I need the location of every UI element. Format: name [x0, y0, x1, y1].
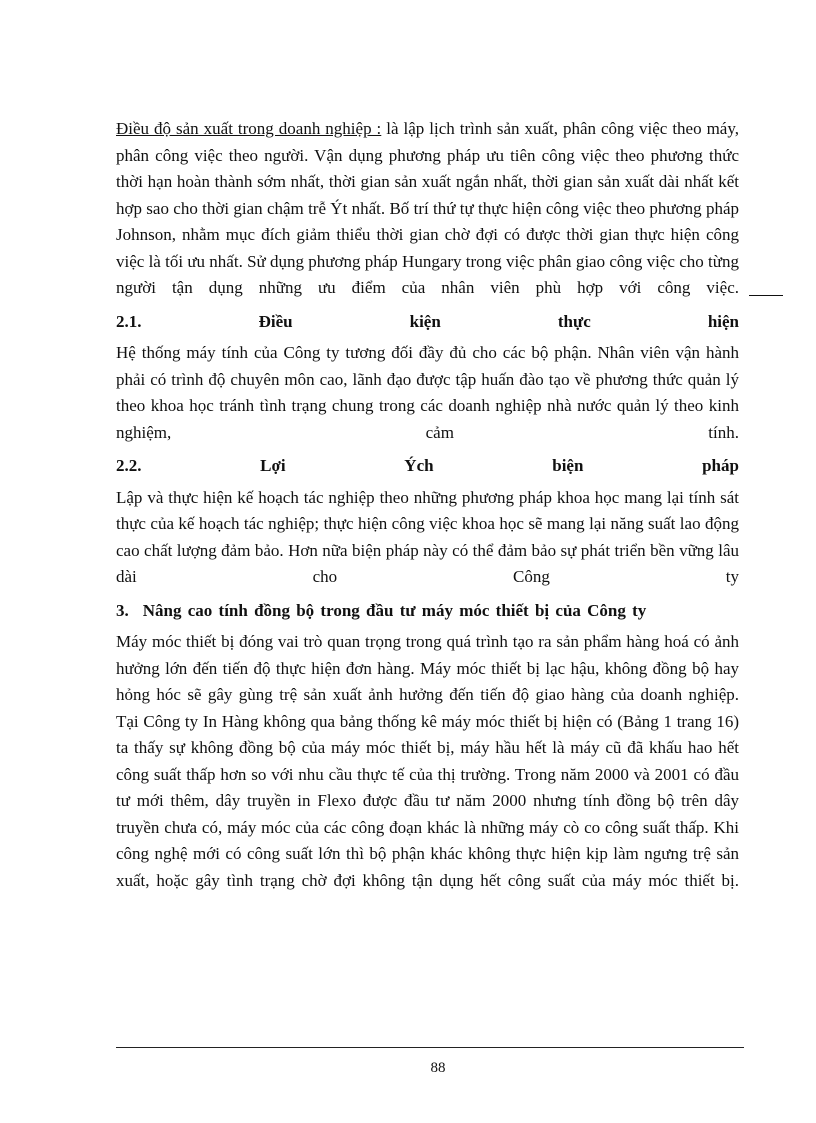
heading-2-1-word-1: Điều: [258, 311, 293, 331]
heading-2-2: [116, 453, 739, 480]
heading-2-1-word-4: hiện: [707, 311, 739, 331]
heading-2-2-number: 2.2.: [116, 456, 142, 475]
footer-rule: [116, 1047, 744, 1048]
page-content: [116, 116, 739, 894]
heading-3-number: 3.: [116, 600, 129, 620]
heading-2-1-word-2: kiện: [409, 311, 441, 331]
heading-2-2-word-1: Lợi: [260, 456, 286, 475]
heading-3-text: Nâng cao tính đồng bộ trong đầu tư máy móc thiết bị của Công ty: [142, 600, 647, 620]
paragraph-equipment-status: Tại Công ty In Hàng không qua bảng thống kê máy móc thiết bị hiện có (Bảng 1 trang 16) ta thấy sự không đồng bộ của máy móc thiết bị, máy hầu hết là máy cũ đã khấu hao hết công suất thấp hơn so với nhu cầu thực tế của thị trường. Trong năm 2000 và 2001 có đầu tư mới thêm, dây truyền in Flexo được đầu tư năm 2000 nhưng tính đồng bộ trên dây truyền chưa có, máy móc của các công đoạn khác là những máy cò co công suất thấp. Khi công nghệ mới có công suất lớn thì bộ phận khác không thực hiện kịp làm ngưng trệ sản xuất, hoặc gây tình trạng chờ đợi không tận dụng hết công suất của máy móc thiết bị.: [116, 711, 739, 890]
heading-2-2-word-2: Ých: [404, 456, 434, 475]
paragraph-scheduling-body: là lập lịch trình sản xuất, phân công việc theo máy, phân công việc theo người. Vận dụng phương pháp ưu tiên công việc theo phương thức thời hạn hoàn thành sớm nhất, thời gian sản xuất ngắn nhất, thời gian sản xuất dài nhất kết hợp sao cho thời gian chậm trễ Ýt nhất. Bố trí thứ tự thực hiện công việc theo phương pháp Johnson, nhằm mục đích giảm thiểu thời gian chờ đợi có được thời gian thực hiện công việc là tối ưu nhất. Sử dụng phương pháp Hungary trong việc phân giao công việc cho từng người tận dụng những ưu điểm của nhân viên phù hợp với công việc.: [116, 119, 739, 297]
heading-3: [116, 598, 739, 625]
paragraph-scheduling: [116, 116, 739, 302]
heading-2-2-word-4: pháp: [702, 456, 739, 475]
heading-2-2-word-3: biện: [552, 456, 584, 475]
paragraph-equipment-role: Máy móc thiết bị đóng vai trò quan trọng trong quá trình tạo ra sản phẩm hàng hoá có ảnh hưởng lớn đến tiến độ thực hiện đơn hàng. Máy móc thiết bị lạc hậu, không đồng bộ hay hỏng hóc sẽ gây gùng trệ sản xuất ảnh hưởng đến tiến độ giao hàng của doanh nghiệp.: [116, 632, 739, 704]
paragraph-benefits: Lập và thực hiện kế hoạch tác nghiệp theo những phương pháp khoa học mang lại tính sát thực của kế hoạch tác nghiệp; thực hiện công việc khoa học sẽ mang lại năng suất lao động cao chất lượng đảm bảo. Hơn nữa biện pháp này có thể đảm bảo sự phát triển bền vững lâu dài cho Công ty: [116, 487, 739, 586]
heading-2-1-number: 2.1.: [116, 311, 142, 331]
term-scheduling: Điều độ sản xuất trong doanh nghiệp :: [116, 119, 382, 138]
page-number: 88: [430, 1060, 446, 1076]
heading-2-1-word-3: thực: [557, 311, 591, 331]
trailing-underline: [749, 295, 783, 296]
heading-2-1: [116, 309, 739, 336]
paragraph-conditions: Hệ thống máy tính của Công ty tương đối đầy đủ cho các bộ phận. Nhân viên vận hành phải có trình độ chuyên môn cao, lãnh đạo được tập huấn đào tạo về phương thức quản lý theo khoa học tránh tình trạng chung trong các doanh nghiệp nhà nước quản lý theo kinh nghiệm, cảm tính.: [116, 343, 739, 442]
